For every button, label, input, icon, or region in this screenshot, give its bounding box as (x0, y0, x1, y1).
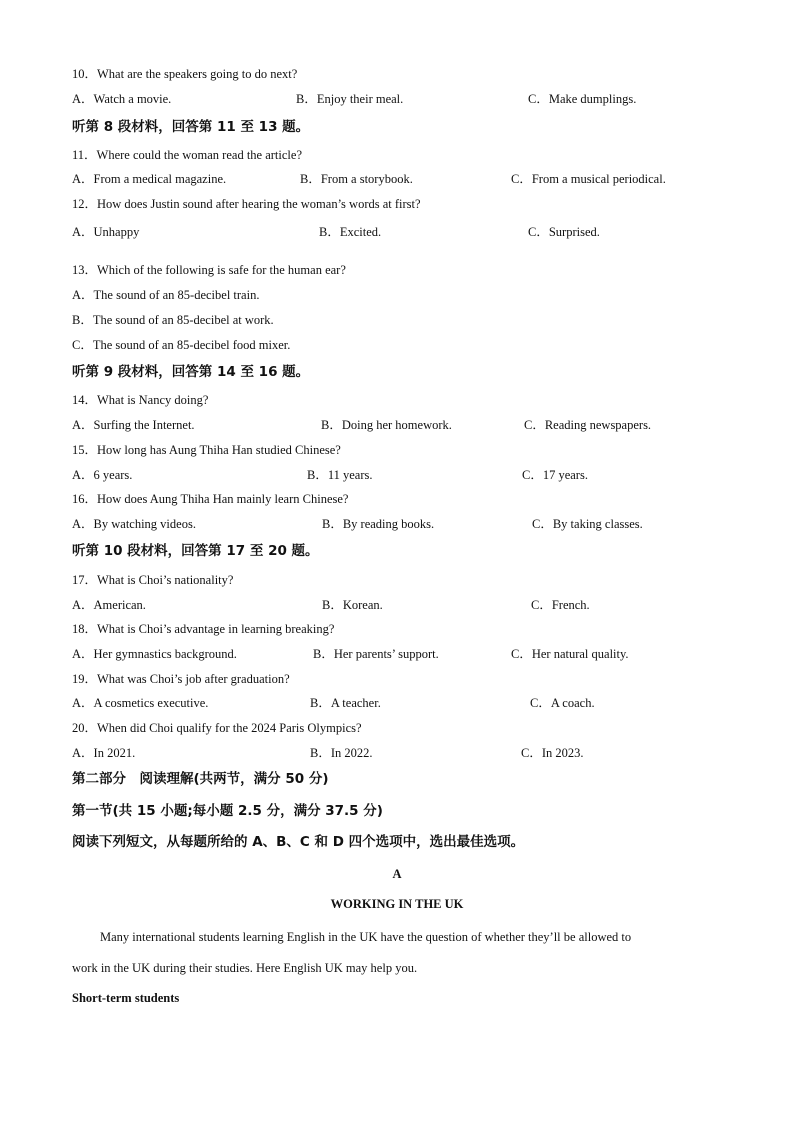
question-16-option-b: B．By reading books. (322, 517, 435, 531)
section-8-heading: 听第 8 段材料，回答第 11 至 13 题。 (72, 119, 310, 135)
section-1-heading: 第一节(共 15 小题;每小题 2.5 分，满分 37.5 分) (72, 803, 383, 819)
question-14-stem: 14．What is Nancy doing? (72, 393, 209, 407)
question-19-option-b: B．A teacher. (310, 696, 381, 710)
question-18-option-a: A．Her gymnastics background. (72, 647, 237, 661)
question-14-option-c: C．Reading newspapers. (524, 418, 652, 432)
question-18-option-c: C．Her natural quality. (511, 647, 629, 661)
question-10-option-b: B．Enjoy their meal. (296, 92, 404, 106)
question-17-option-a: A．American. (72, 598, 146, 612)
question-20-stem: 20．When did Choi qualify for the 2024 Paris Olympics? (72, 721, 362, 735)
question-10-option-c: C．Make dumplings. (528, 92, 637, 106)
question-16-option-c: C．By taking classes. (532, 517, 643, 531)
question-17-option-b: B．Korean. (322, 598, 383, 612)
question-19-stem: 19．What was Choi’s job after graduation? (72, 672, 290, 686)
question-14-option-b: B．Doing her homework. (321, 418, 452, 432)
reading-instruction: 阅读下列短文，从每题所给的 A、B、C 和 D 四个选项中，选出最佳选项。 (72, 834, 525, 850)
question-18-stem: 18．What is Choi’s advantage in learning breaking? (72, 622, 335, 636)
question-19-option-c: C．A coach. (530, 696, 595, 710)
question-11-option-a: A．From a medical magazine. (72, 172, 227, 186)
question-14-option-a: A．Surfing the Internet. (72, 418, 195, 432)
question-13-stem: 13．Which of the following is safe for the human ear? (72, 263, 346, 277)
question-20-option-b: B．In 2022. (310, 746, 373, 760)
question-20-option-c: C．In 2023. (521, 746, 584, 760)
question-13-option-b: B．The sound of an 85-decibel at work. (72, 313, 274, 327)
question-13-option-a: A．The sound of an 85-decibel train. (72, 288, 260, 302)
passage-subheading: Short-term students (72, 991, 180, 1005)
section-9-heading: 听第 9 段材料，回答第 14 至 16 题。 (72, 364, 310, 380)
question-12-option-c: C．Surprised. (528, 225, 600, 239)
question-19-option-a: A．A cosmetics executive. (72, 696, 209, 710)
question-17-stem: 17．What is Choi’s nationality? (72, 573, 234, 587)
question-11-option-b: B．From a storybook. (300, 172, 413, 186)
question-12-option-b: B．Excited. (319, 225, 382, 239)
section-10-heading: 听第 10 段材料，回答第 17 至 20 题。 (72, 543, 319, 559)
passage-paragraph-line-1: Many international students learning English in the UK have the question of whether they’ll be allowed to (100, 930, 632, 944)
passage-paragraph-line-2: work in the UK during their studies. Here English UK may help you. (72, 961, 418, 975)
question-10-stem: 10．What are the speakers going to do next? (72, 67, 298, 81)
question-15-option-b: B．11 years. (307, 468, 373, 482)
question-12-option-a: A．Unhappy (72, 225, 140, 239)
question-16-stem: 16．How does Aung Thiha Han mainly learn Chinese? (72, 492, 349, 506)
question-20-option-a: A．In 2021. (72, 746, 136, 760)
passage-title: WORKING IN THE UK (330, 897, 464, 911)
question-13-option-c: C．The sound of an 85-decibel food mixer. (72, 338, 291, 352)
question-15-stem: 15．How long has Aung Thiha Han studied Chinese? (72, 443, 341, 457)
part-2-heading: 第二部分 阅读理解(共两节，满分 50 分) (72, 771, 329, 787)
question-16-option-a: A．By watching videos. (72, 517, 196, 531)
question-18-option-b: B．Her parents’ support. (313, 647, 439, 661)
passage-letter: A (392, 867, 402, 881)
question-10-option-a: A．Watch a movie. (72, 92, 172, 106)
question-11-option-c: C．From a musical periodical. (511, 172, 666, 186)
question-17-option-c: C．French. (531, 598, 590, 612)
question-11-stem: 11．Where could the woman read the article? (72, 148, 302, 162)
question-12-stem: 12．How does Justin sound after hearing the woman’s words at first? (72, 197, 421, 211)
question-15-option-c: C．17 years. (522, 468, 588, 482)
question-15-option-a: A．6 years. (72, 468, 133, 482)
